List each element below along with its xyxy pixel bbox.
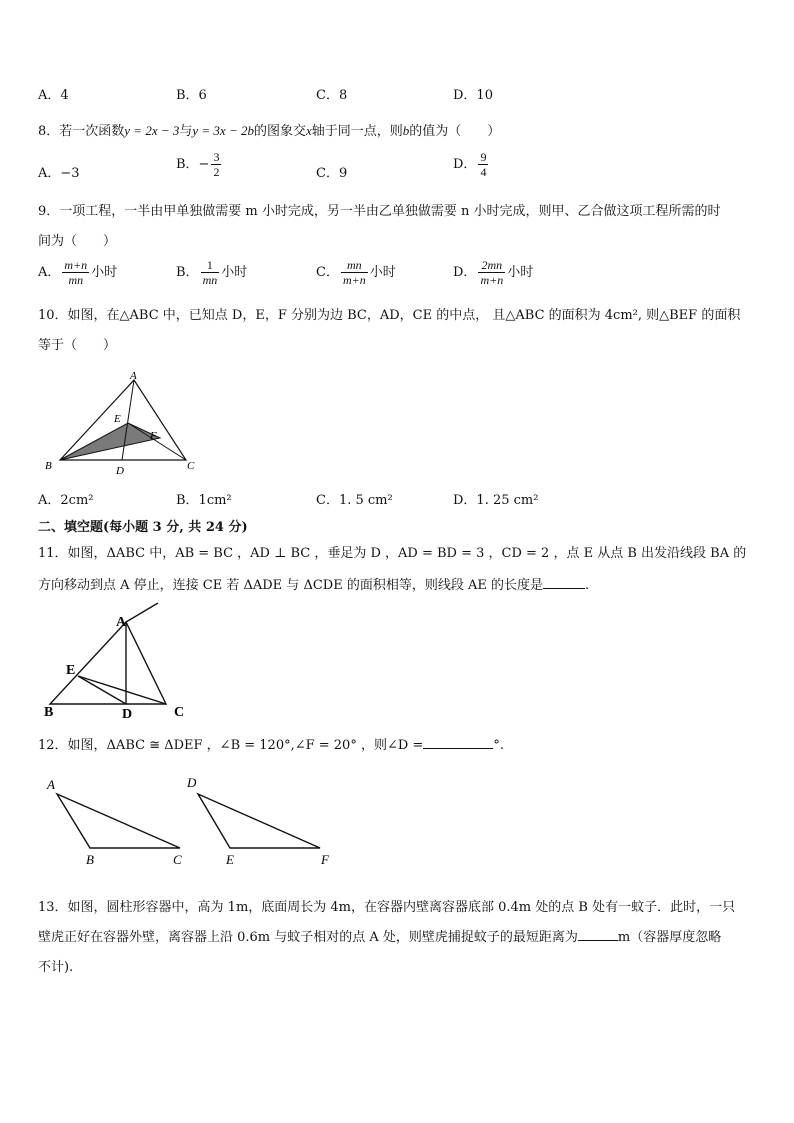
- q10-label-b: B: [45, 460, 52, 472]
- question-13-line-3: 不计).: [38, 960, 74, 975]
- q8-x-var: x: [306, 123, 312, 138]
- q12-tail: °.: [493, 738, 504, 753]
- q13-answer-blank[interactable]: [578, 940, 618, 941]
- q10-option-c: C．1. 5 cm²: [316, 493, 393, 508]
- q12-triangles-figure: [40, 770, 340, 870]
- q8-option-a: A．−3: [38, 166, 80, 181]
- q12-label-b: B: [86, 852, 94, 867]
- q8-option-b: [176, 150, 223, 179]
- question-11-line-1: 11．如图，ΔABC 中，AB = BC ，AD ⊥ BC ，垂足为 D ，AD = BD = 3 ，CD = 2 ，点 E 从点 B 出发沿线段 BA 的: [38, 546, 747, 561]
- q9-option-a-denominator: mn: [68, 273, 84, 287]
- q10-label-a: A: [130, 370, 137, 382]
- question-10-line-2: 等于（ ）: [38, 338, 117, 353]
- q9-option-b-numerator: 1: [201, 258, 220, 273]
- q11-triangle-figure: [40, 596, 200, 721]
- q9-option-d-numerator: 2mn: [478, 258, 505, 273]
- q8-suffix-1: 的图象交: [253, 124, 306, 139]
- q10-option-d: D．1. 25 cm²: [453, 493, 539, 508]
- question-11-line-2: [38, 574, 589, 593]
- q7-option-a: A．4: [38, 88, 69, 103]
- section-fill-in-blank-heading: 二、填空题(每小题 3 分, 共 24 分): [38, 520, 248, 535]
- q10-label-f: F: [150, 430, 157, 442]
- q11-answer-blank[interactable]: [543, 588, 585, 589]
- q9-option-d-fraction: [478, 258, 505, 287]
- q11-label-b: B: [44, 705, 54, 720]
- question-8: [38, 120, 500, 139]
- question-9-line-1: 9．一项工程，一半由甲单独做需要 m 小时完成，另一半由乙单独做需要 n 小时完成，则甲、乙合做这项工程所需的时: [38, 204, 721, 219]
- q9-option-d: [453, 258, 533, 287]
- q8-option-b-fraction: [211, 150, 221, 179]
- question-10-line-1: 10．如图，在△ABC 中，已知点 D，E，F 分别为边 BC，AD，CE 的中点， 且△ABC 的面积为 4cm², 则△BEF 的面积: [38, 308, 741, 323]
- q11-label-c: C: [174, 705, 185, 720]
- q13-line-2-tail: m（容器厚度忽略: [617, 930, 722, 945]
- q9-option-b-unit: 小时: [221, 265, 248, 280]
- q9-option-d-denominator: m+n: [480, 273, 504, 287]
- q12-label-a: A: [47, 777, 55, 792]
- q9-option-b-denominator: mn: [202, 273, 218, 287]
- q11-label-e: E: [66, 663, 76, 678]
- q11-segment-de: [78, 676, 126, 704]
- q7-option-d: D．10: [453, 88, 493, 103]
- q9-option-c-numerator: mn: [341, 258, 368, 273]
- q8-mid: 与: [179, 124, 193, 139]
- q8-option-b-denominator: 2: [213, 165, 220, 179]
- q8-option-c: C．9: [316, 166, 348, 181]
- q11-segment-ce: [78, 676, 166, 704]
- q8-b-var: b: [402, 123, 410, 138]
- q9-option-a-unit: 小时: [91, 265, 118, 280]
- q10-label-c: C: [187, 460, 195, 472]
- q9-option-a-label: A．: [38, 265, 61, 280]
- q9-option-a: [38, 258, 117, 287]
- q12-label-e: E: [226, 852, 234, 867]
- q10-label-e: E: [114, 413, 121, 425]
- q12-triangle-def: [198, 794, 320, 848]
- q11-ray-ba-extension: [126, 603, 158, 622]
- q11-line-2-text: 方向移动到点 A 停止，连接 CE 若 ΔADE 与 ΔCDE 的面积相等，则线段 AE 的长度是: [38, 578, 543, 593]
- q8-option-d-numerator: 9: [480, 150, 487, 164]
- question-13-line-2: [38, 926, 721, 945]
- q8-option-d-denominator: 4: [480, 165, 487, 179]
- q12-text: 12．如图，ΔABC ≅ ΔDEF ，∠B = 120°,∠F = 20° ，则∠D =: [38, 738, 424, 753]
- q8-function-1: y = 2x − 3: [124, 123, 180, 138]
- q8-prefix: 8．若一次函数: [38, 124, 125, 139]
- q9-option-c-unit: 小时: [369, 265, 396, 280]
- q7-option-b: B．6: [176, 88, 207, 103]
- q7-option-c: C．8: [316, 88, 348, 103]
- q8-option-d: [453, 150, 490, 179]
- q10-option-a: A．2cm²: [38, 493, 94, 508]
- question-9-line-2: 间为（ ）: [38, 234, 117, 249]
- q9-option-b-label: B．: [176, 265, 199, 280]
- q9-option-b-fraction: [201, 258, 220, 287]
- question-13-line-1: 13．如图，圆柱形容器中，高为 1m，底面周长为 4m，在容器内壁离容器底部 0.4m 处的点 B 处有一蚊子．此时，一只: [38, 900, 736, 915]
- q9-option-c: [316, 258, 396, 287]
- q10-triangle-figure: [40, 368, 210, 478]
- q9-option-a-fraction: [62, 258, 89, 287]
- q9-option-c-denominator: m+n: [342, 273, 366, 287]
- q10-segment-ad: [122, 380, 134, 460]
- q11-label-a: A: [116, 615, 127, 630]
- q8-option-b-numerator: 3: [213, 150, 220, 164]
- q9-option-b: [176, 258, 247, 287]
- q10-option-b: B．1cm²: [176, 493, 232, 508]
- q8-suffix-3: 的值为（ ）: [409, 124, 501, 139]
- q9-option-d-unit: 小时: [507, 265, 534, 280]
- q11-line-2-end: .: [584, 578, 590, 593]
- q11-label-d: D: [122, 707, 133, 721]
- q8-option-d-fraction: [478, 150, 488, 179]
- q9-option-d-label: D．: [453, 265, 477, 280]
- q8-suffix-2: 轴于同一点，则: [311, 124, 403, 139]
- q9-option-a-numerator: m+n: [64, 258, 88, 272]
- q12-label-c: C: [173, 852, 182, 867]
- q13-line-2-text: 壁虎正好在容器外壁，离容器上沿 0.6m 与蚊子相对的点 A 处，则壁虎捕捉蚊子的最短距离为: [38, 930, 578, 945]
- q9-option-c-label: C．: [316, 265, 339, 280]
- q12-label-d: D: [187, 775, 197, 790]
- q12-answer-blank[interactable]: [423, 748, 493, 749]
- q12-triangle-abc: [57, 794, 180, 848]
- question-12: [38, 734, 504, 753]
- q12-label-f: F: [321, 852, 329, 867]
- q8-function-2: y = 3x − 2b: [192, 123, 254, 138]
- q8-option-b-label: B．−: [176, 157, 210, 172]
- q8-option-d-label: D．: [453, 157, 477, 172]
- q10-label-d: D: [116, 465, 124, 477]
- q10-shaded-triangle-bef: [60, 423, 160, 460]
- q9-option-c-fraction: [341, 258, 368, 287]
